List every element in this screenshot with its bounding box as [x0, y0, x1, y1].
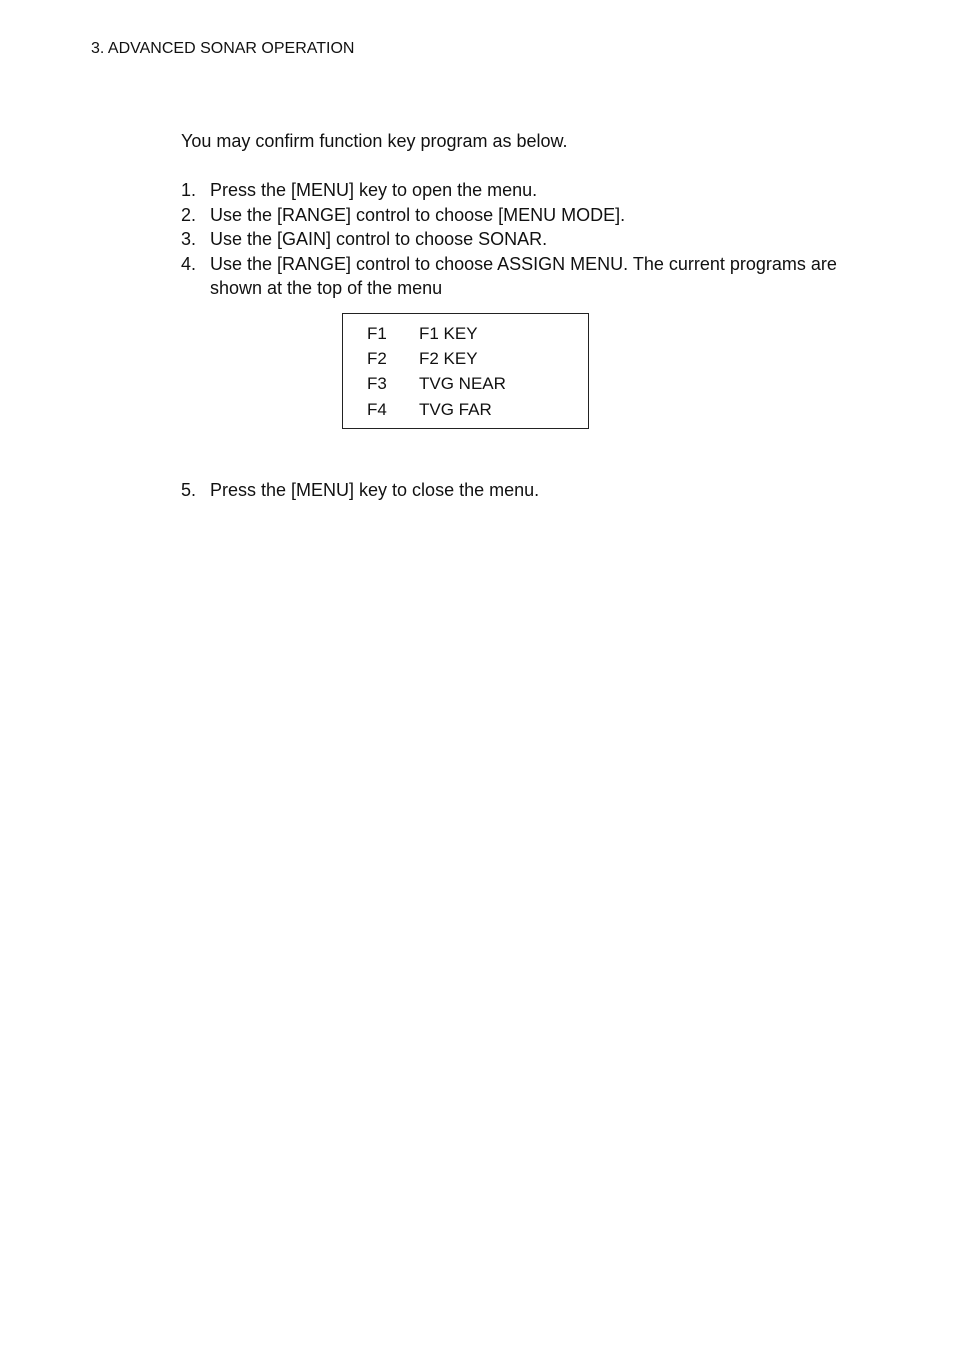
step-number: 1. — [181, 180, 197, 200]
step-text: Press the [MENU] key to open the menu. — [210, 180, 538, 200]
list-item — [181, 203, 841, 228]
function-key-label: F2 — [367, 349, 387, 368]
step-text: Use the [RANGE] control to choose ASSIGN MENU. The current programs are shown at the top of the menu — [210, 253, 837, 298]
intro-paragraph: You may confirm function key program as below. — [181, 131, 568, 151]
step-number: 2. — [181, 204, 197, 225]
function-key-label: F4 — [367, 400, 387, 419]
step-number: 5. — [181, 480, 197, 500]
step-text: Press the [MENU] key to close the menu. — [210, 480, 540, 500]
step-number: 3. — [181, 229, 197, 249]
function-key-label: F1 — [367, 324, 387, 343]
list-item — [181, 252, 841, 301]
list-item — [181, 178, 841, 203]
function-key-program: TVG FAR — [419, 400, 492, 419]
list-item — [181, 478, 870, 503]
function-key-program: F2 KEY — [419, 349, 478, 368]
list-item — [181, 227, 841, 252]
function-key-program: F1 KEY — [419, 324, 478, 343]
step-text: Use the [GAIN] control to choose SONAR. — [210, 229, 548, 249]
running-header: 3. ADVANCED SONAR OPERATION — [91, 40, 355, 57]
function-key-box — [342, 313, 589, 429]
function-key-label: F3 — [367, 374, 387, 393]
function-key-program: TVG NEAR — [419, 374, 506, 393]
step-number: 4. — [181, 253, 197, 274]
procedure-steps — [181, 178, 841, 301]
step-text: Use the [RANGE] control to choose [MENU MODE]. — [210, 204, 626, 225]
